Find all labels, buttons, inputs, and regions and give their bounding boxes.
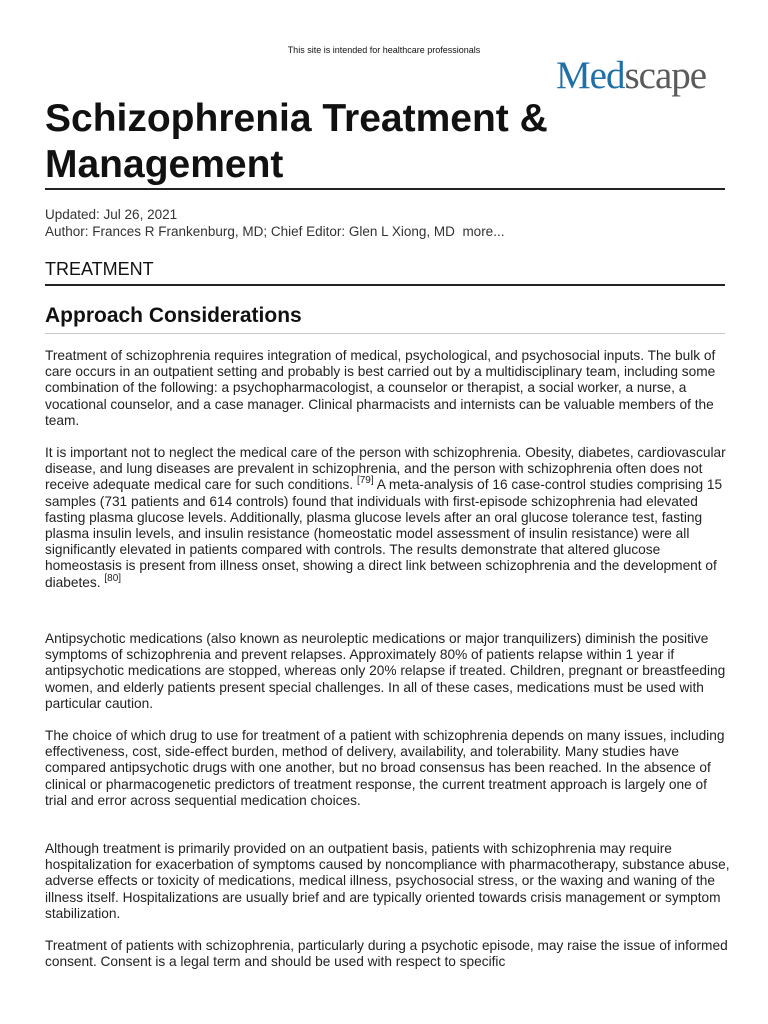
logo-med: Med	[556, 54, 625, 97]
paragraph-2-part-b: A meta-analysis of 16 case-control studies comprising 15 samples (731 patients and 614 controls) found that individuals with first-episode schizophrenia had elevated fasting plasma glucose levels. Additionally, plasma glucose levels after an oral glucose tolerance test, fasting plasma insulin levels, and insulin resistance (homeostatic model assessment of insulin resistance) were all significantly elevated in patients compared with controls. The results demonstrate that altered glucose homeostasis is present from illness onset, showing a direct link between schizophrenia and the development of diabetes.	[45, 477, 723, 590]
reference-79[interactable]: [79]	[356, 475, 374, 487]
paragraph-4: The choice of which drug to use for treatment of a patient with schizophrenia depends on many issues, including effectiveness, cost, side-effect burden, method of delivery, availability, and tolerability. Many studies have compared antipsychotic drugs with one another, but no broad consensus has been reached. In the absence of clinical or pharmacogenetic predictors of treatment response, the current treatment approach is largely one of trial and error across sequential medication choices.	[45, 728, 725, 808]
paragraph-3: Antipsychotic medications (also known as neuroleptic medications or major tranquilizers) diminish the positive symptoms of schizophrenia and prevent relapses. Approximately 80% of patients relapse within 1 year if antipsychotic medications are stopped, whereas only 20% relapse if treated. Children, pregnant or breastfeeding women, and elderly patients present special challenges. In all of these cases, medications must be used with particular caution.	[45, 631, 726, 711]
title-line-2: Management	[45, 143, 284, 186]
more-link[interactable]: more...	[462, 224, 505, 239]
author-line	[45, 223, 504, 240]
title-line-1: Schizophrenia Treatment &	[45, 97, 548, 140]
updated-date: Updated: Jul 26, 2021	[45, 207, 178, 222]
logo-scape: scape	[624, 54, 707, 97]
paragraph-2-part-a: It is important not to neglect the medical care of the person with schizophrenia. Obesity, diabetes, cardiovascular disease, and lung diseases are prevalent in schizophrenia, and the person with schizophrenia often does not receive adequate medical care for such conditions.	[45, 445, 726, 493]
paragraph-2	[45, 445, 730, 591]
subheading: Approach Considerations	[45, 304, 302, 327]
subheading-divider	[45, 333, 725, 334]
paragraph-1: Treatment of schizophrenia requires integration of medical, psychological, and psychosocial inputs. The bulk of care occurs in an outpatient setting and probably is best carried out by a multidisciplinary team, including some combination of the following: a psychopharmacologist, a counselor or therapist, a social worker, a nurse, a vocational counselor, and a case manager. Clinical pharmacists and internists can be valuable members of the team.	[45, 348, 716, 428]
reference-80[interactable]: [80]	[104, 572, 122, 584]
paragraph-6: Treatment of patients with schizophrenia, particularly during a psychotic episode, may raise the issue of informed consent. Consent is a legal term and should be used with respect to specific	[45, 938, 728, 970]
paragraph-5: Although treatment is primarily provided on an outpatient basis, patients with schizophrenia may require hospitalization for exacerbation of symptoms caused by noncompliance with pharmacotherapy, substance abuse, adverse effects or toxicity of medications, medical illness, psychosocial stress, or the waxing and waning of the illness itself. Hospitalizations are usually brief and are typically oriented towards crisis management or symptom stabilization.	[45, 841, 730, 921]
title-divider	[45, 188, 725, 190]
author-text: Author: Frances R Frankenburg, MD; Chief Editor: Glen L Xiong, MD	[45, 224, 455, 239]
medscape-logo[interactable]	[556, 56, 706, 96]
site-disclaimer: This site is intended for healthcare professionals	[287, 45, 481, 55]
section-heading: TREATMENT	[45, 259, 154, 279]
section-divider	[45, 284, 725, 286]
page-title	[45, 96, 735, 188]
